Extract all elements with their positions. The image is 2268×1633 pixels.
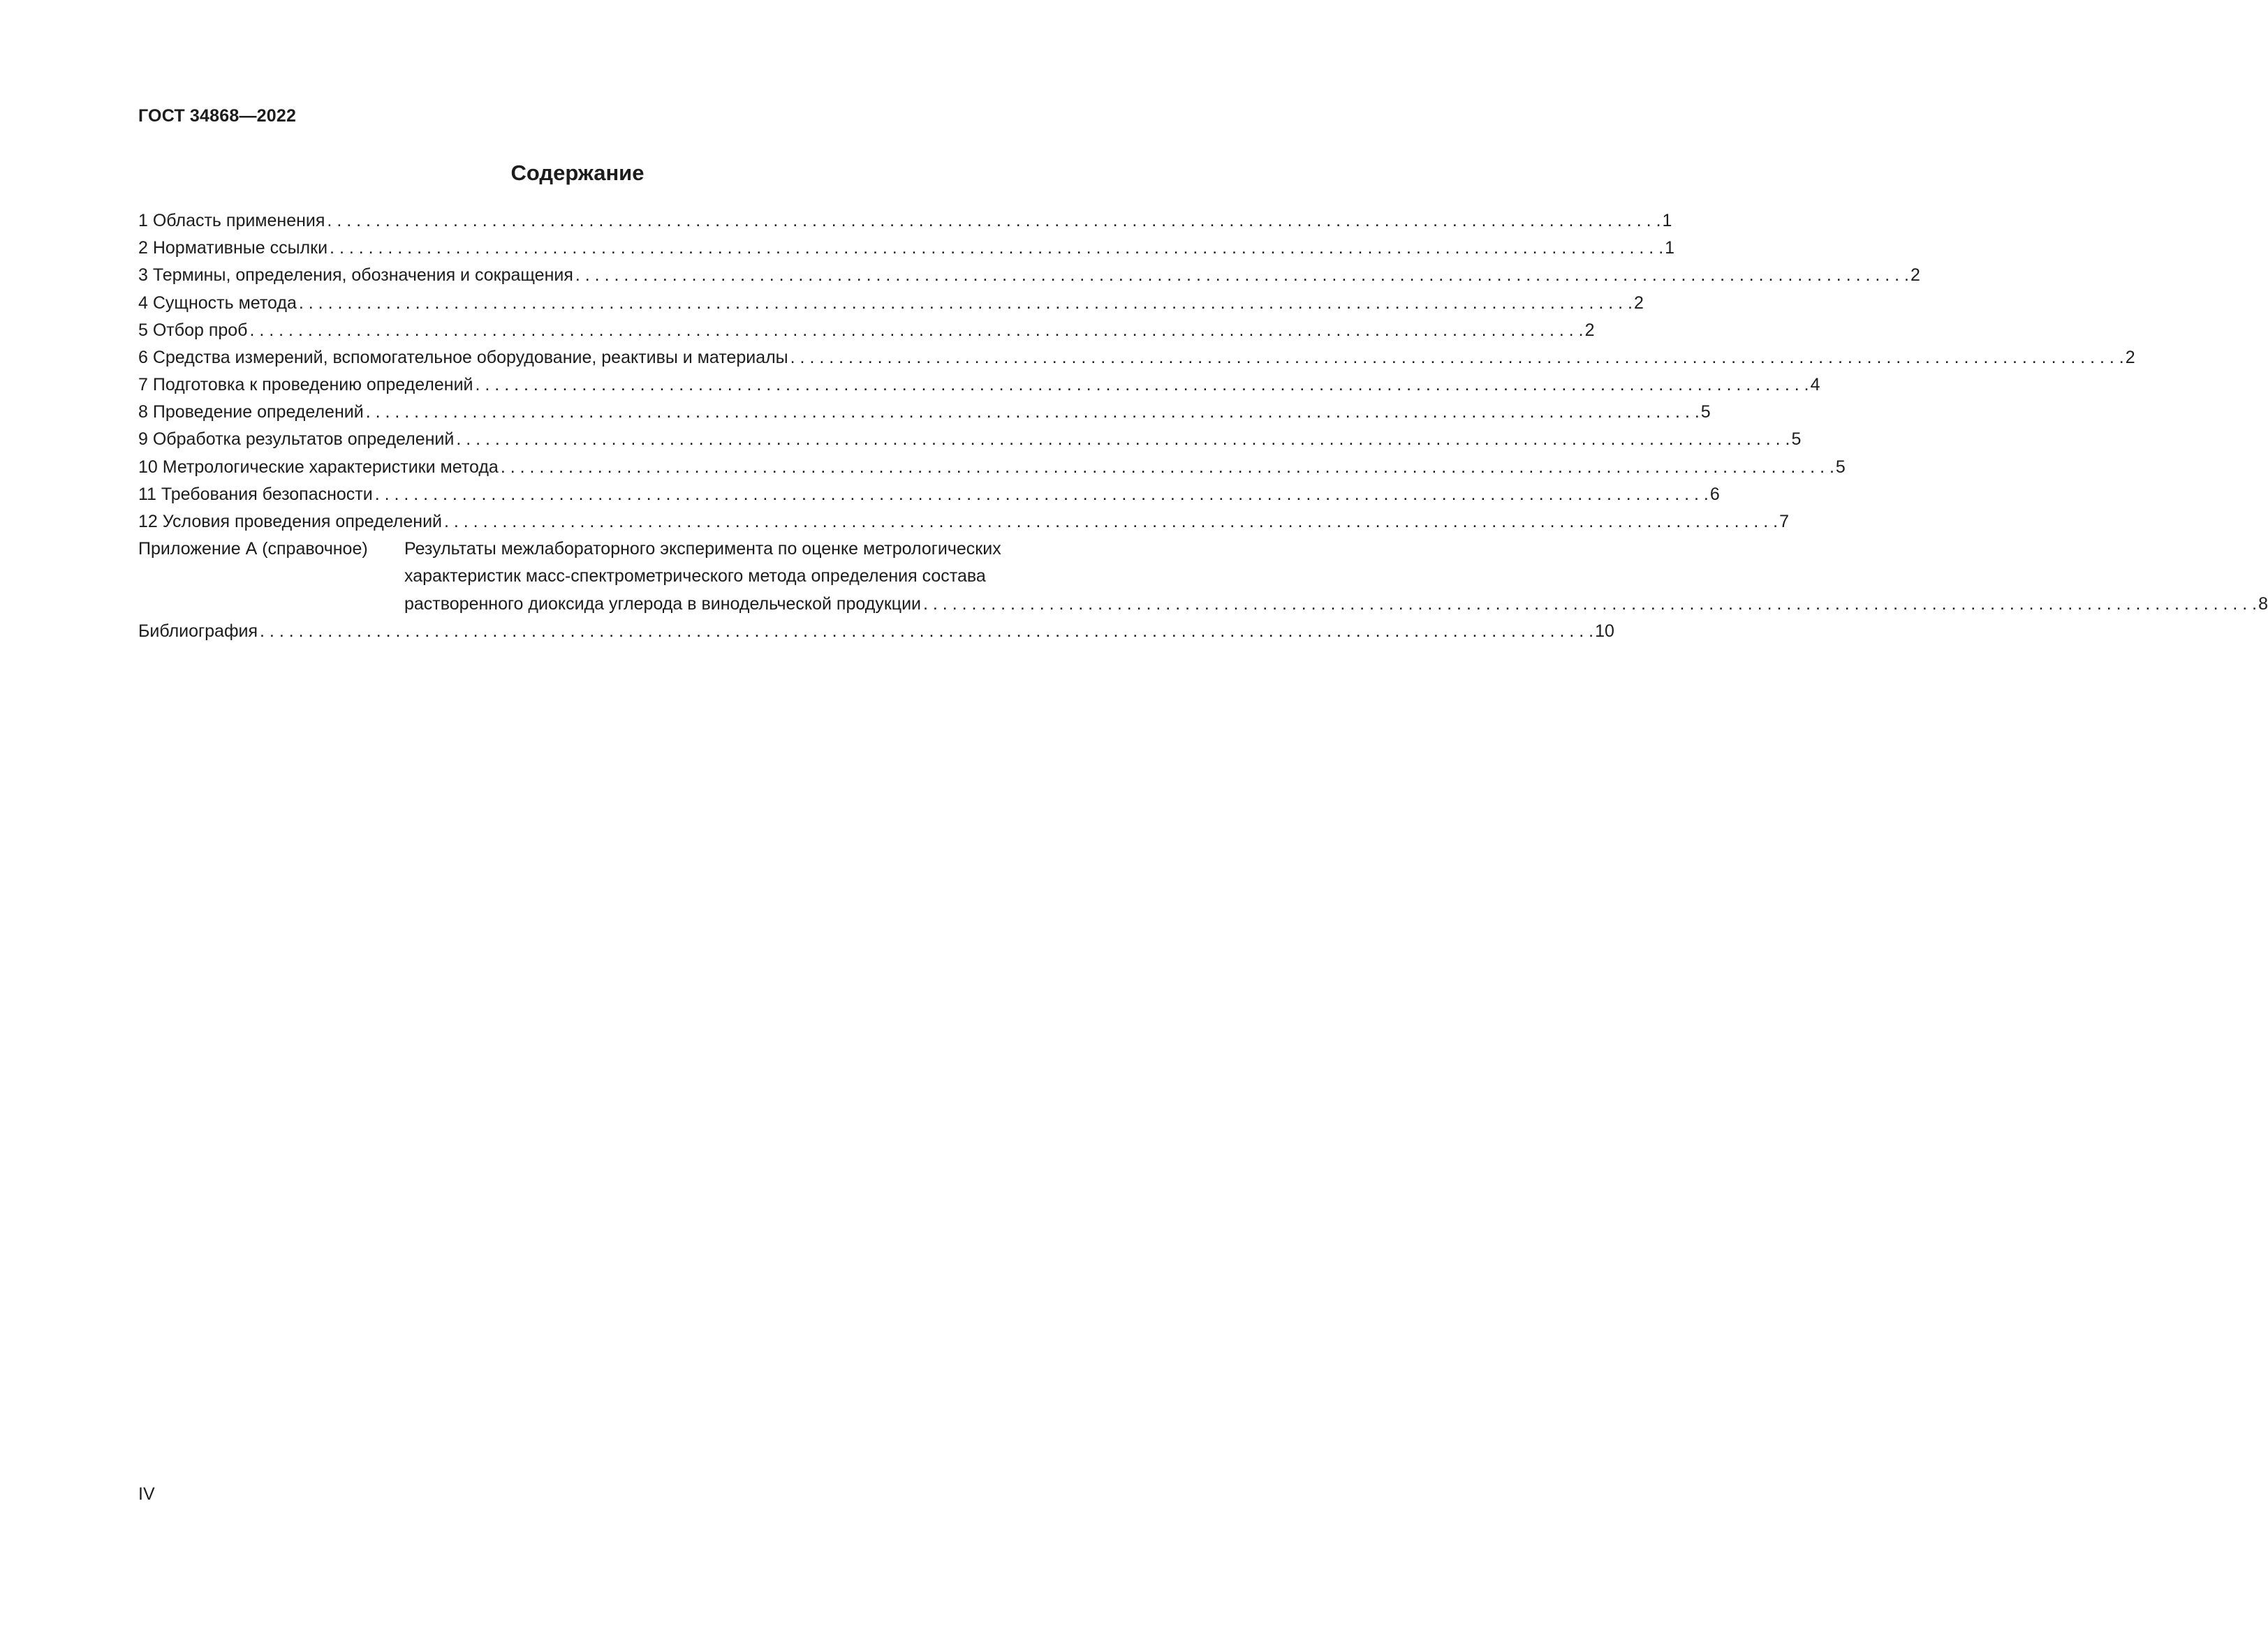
dot-leader	[373, 481, 1709, 508]
table-of-contents	[138, 207, 2268, 645]
toc-entry-label: 11 Требования безопасности	[138, 484, 373, 504]
toc-entry-preparation[interactable]	[138, 371, 1820, 399]
toc-entry-procedure[interactable]	[138, 399, 1711, 426]
dot-leader	[573, 262, 1909, 289]
toc-entry-bibliography[interactable]	[138, 618, 1614, 645]
toc-entry-page: 2	[1910, 265, 1920, 286]
toc-entry-page: 5	[1791, 429, 1802, 450]
appendix-title-last-line	[404, 591, 2268, 618]
toc-entry-page: 6	[1709, 484, 1720, 504]
appendix-title-line: Результаты межлабораторного эксперимента по оценке метрологических	[404, 539, 1001, 559]
appendix-title	[404, 535, 2268, 618]
dot-leader	[258, 618, 1593, 645]
toc-entry-scope[interactable]	[138, 207, 1672, 235]
toc-entry-page: 5	[1700, 402, 1711, 422]
toc-entry-terms[interactable]	[138, 262, 1920, 289]
toc-entry-sampling[interactable]	[138, 317, 1595, 344]
document-header: ГОСТ 34868—2022	[138, 106, 297, 126]
dot-leader	[364, 399, 1700, 426]
toc-entry-results-processing[interactable]	[138, 427, 1802, 454]
toc-entry-page: 1	[1662, 210, 1672, 230]
toc-entry-label: 6 Средства измерений, вспомогательное оборудование, реактивы и материалы	[138, 347, 788, 367]
dot-leader	[788, 344, 2124, 371]
toc-entry-page: 10	[1595, 621, 1614, 641]
toc-entry-safety[interactable]	[138, 481, 1720, 508]
toc-entry-label: 7 Подготовка к проведению определений	[138, 375, 473, 395]
toc-title: Содержание	[510, 161, 645, 185]
dot-leader	[297, 290, 1633, 317]
toc-entry-metrological-characteristics[interactable]	[138, 454, 1846, 481]
appendix-title-line: растворенного диоксида углерода в винодельческой продукции	[404, 593, 922, 614]
toc-entry-instruments[interactable]	[138, 344, 2135, 371]
toc-entry-page: 2	[2125, 347, 2135, 367]
page-number: IV	[138, 1484, 155, 1504]
toc-entry-label: 12 Условия проведения определений	[138, 512, 442, 532]
toc-entry-normative-references[interactable]	[138, 235, 1675, 262]
toc-entry-page: 7	[1779, 512, 1790, 532]
dot-leader	[921, 591, 2257, 618]
toc-entry-label: 2 Нормативные ссылки	[138, 238, 328, 258]
toc-entry-label: 5 Отбор проб	[138, 320, 248, 340]
toc-entry-page: 1	[1665, 238, 1675, 258]
toc-entry-label: 8 Проведение определений	[138, 402, 364, 422]
dot-leader	[454, 426, 1790, 453]
dot-leader	[442, 508, 1778, 535]
dot-leader	[473, 371, 1809, 399]
appendix-title-line: характеристик масс-спектрометрического метода определения состава	[404, 566, 986, 586]
toc-entry-method-essence[interactable]	[138, 290, 1644, 317]
toc-entry-label: 3 Термины, определения, обозначения и сокращения	[138, 265, 573, 286]
toc-entry-label: 4 Сущность метода	[138, 293, 297, 313]
toc-entry-page: 8	[2258, 593, 2268, 614]
toc-entry-page: 4	[1810, 375, 1820, 395]
toc-entry-label: 10 Метрологические характеристики метода	[138, 457, 499, 477]
dot-leader	[247, 317, 1583, 344]
toc-entry-label: Библиография	[138, 621, 258, 641]
toc-entry-page: 2	[1584, 320, 1595, 340]
toc-entry-label: 9 Обработка результатов определений	[138, 429, 455, 450]
toc-entry-appendix-a[interactable]	[138, 535, 2268, 618]
toc-entry-page: 2	[1634, 293, 1644, 313]
dot-leader	[499, 454, 1834, 481]
dot-leader	[325, 207, 1660, 235]
toc-entry-label: 1 Область применения	[138, 210, 325, 230]
dot-leader	[327, 235, 1663, 262]
toc-entry-conditions[interactable]	[138, 508, 1790, 535]
appendix-label: Приложение А (справочное)	[138, 539, 368, 559]
toc-entry-page: 5	[1835, 457, 1846, 477]
